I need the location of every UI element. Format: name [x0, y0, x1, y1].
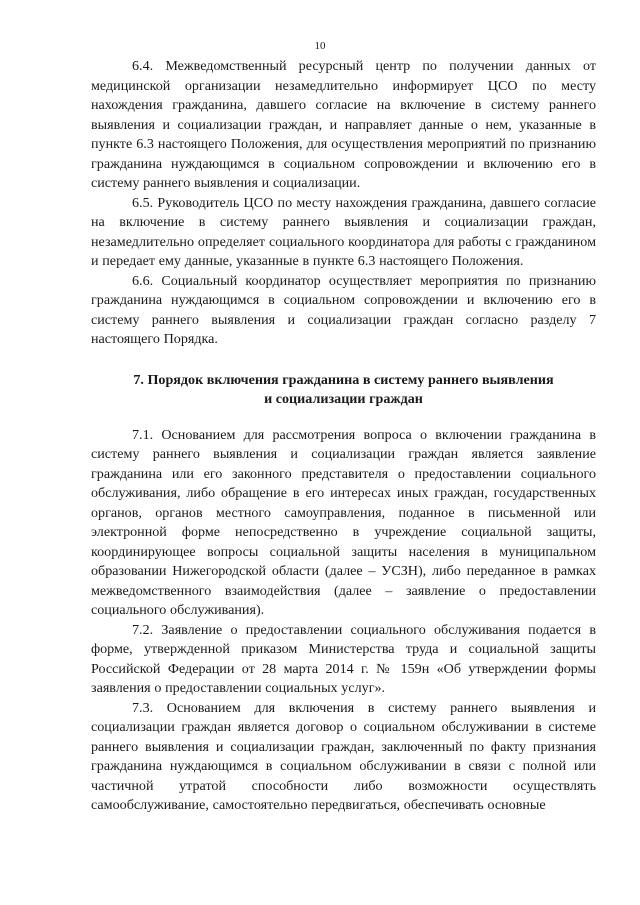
document-body: [91, 57, 596, 816]
paragraph-7-2: 7.2. Заявление о предоставлении социального обслуживания подается в форме, утвержденной приказом Министерства труда и социальной защиты Российской Федерации от 28 марта 2014 г. № 159н «Об утверждении формы заявления о предоставлении социальных услуг».: [91, 621, 596, 696]
section-7-heading-line-2: и социализации граждан: [264, 390, 423, 407]
paragraph-7-3: 7.3. Основанием для включения в систему раннего выявления и социализации граждан является договор о социальном обслуживании в системе раннего выявления и социализации граждан, заключенный по факту признания гражданина нуждающимся в социальном обслуживании в связи с полной или частичной утратой способности либо возможности осуществлять самообслуживание, самостоятельно передвигаться, обеспечивать основные: [91, 699, 596, 813]
paragraph-6-5: 6.5. Руководитель ЦСО по месту нахождения гражданина, давшего согласие на включение в систему раннего выявления и социализации граждан, незамедлительно определяет социального координатора для работы с гражданином и передает ему данные, указанные в пункте 6.3 настоящего Положения.: [91, 194, 596, 269]
section-7-heading-line-1: 7. Порядок включения гражданина в систему раннего выявления: [133, 371, 554, 388]
paragraph-6-4: 6.4. Межведомственный ресурсный центр по получении данных от медицинской организации незамедлительно информирует ЦСО по месту нахождения гражданина, давшего согласие на включение в систему раннего выявления и социализации граждан, и направляет данные о нем, указанные в пункте 6.3 настоящего Положения, для осуществления мероприятий по признанию гражданина нуждающимся в социальном сопровождении и включению его в систему раннего выявления и социализации.: [91, 58, 596, 191]
paragraph-7-1: 7.1. Основанием для рассмотрения вопроса о включении гражданина в систему раннего выявления и социализации граждан является заявление гражданина или его законного представителя о предоставлении социального обслуживания, либо обращение в его интересах иных граждан, государственных органов, органов местного самоуправления, поданное в письменной или электронной форме непосредственно в учреждение социальной защиты, координирующее вопросы социальной защиты населения в муниципальном образовании Нижегородской области (далее – УСЗН), либо переданное в рамках межведомственного взаимодействия (далее – заявление о предоставлении социального обслуживания).: [91, 426, 596, 618]
page-number: 10: [314, 40, 326, 52]
paragraph-6-6: 6.6. Социальный координатор осуществляет мероприятия по признанию гражданина нуждающимся в социальном сопровождении и включению его в систему раннего выявления и социализации граждан согласно разделу 7 настоящего Порядка.: [91, 272, 596, 347]
section-7-heading: [91, 371, 596, 409]
